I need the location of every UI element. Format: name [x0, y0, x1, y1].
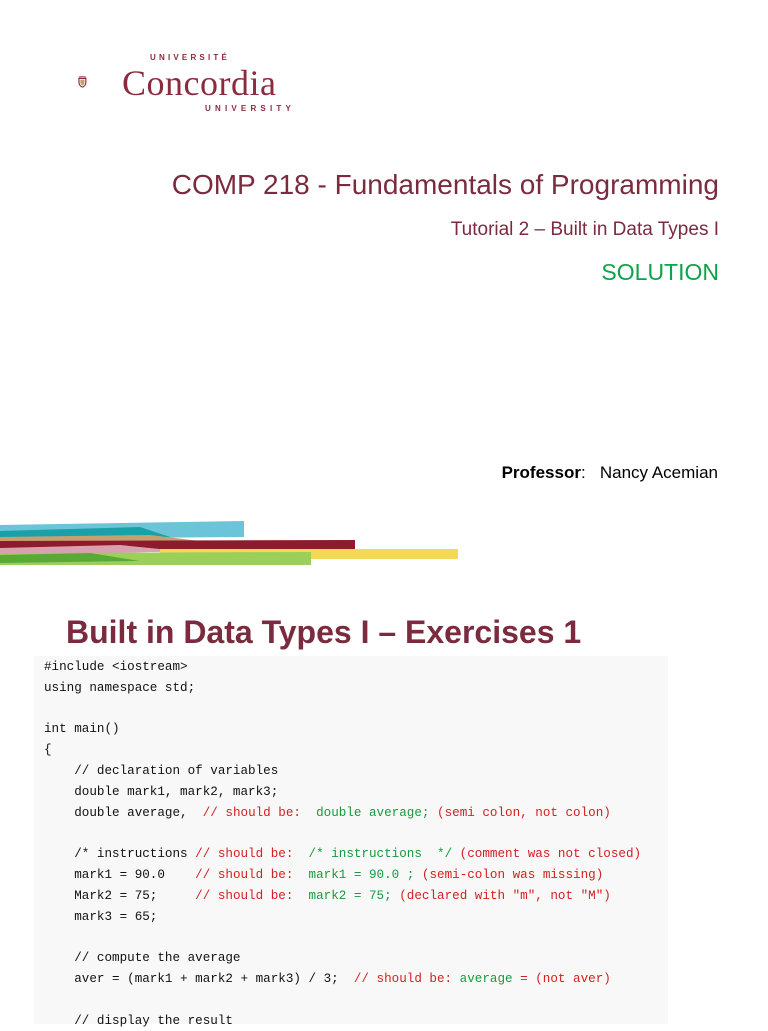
- code-line: mark3 = 65;: [44, 909, 158, 924]
- logo-wordmark: Concordia: [122, 63, 277, 103]
- code-text: aver = (mark1 + mark2 + mark3) / 3;: [44, 971, 354, 986]
- code-line: int main(): [44, 722, 120, 737]
- code-line: [44, 927, 641, 948]
- code-line: [44, 699, 641, 720]
- correction-note: (comment was not closed): [452, 847, 642, 862]
- code-line: [44, 844, 641, 865]
- decorative-color-band: [0, 515, 470, 575]
- professor-line: [502, 463, 718, 483]
- concordia-shield-icon: [78, 52, 124, 114]
- code-line: // display the result: [44, 1013, 233, 1028]
- code-line: [44, 803, 641, 824]
- correction-note: (semi-colon was missing): [414, 867, 604, 882]
- solution-label: SOLUTION: [601, 259, 719, 285]
- correction-note: (semi colon, not colon): [429, 805, 611, 820]
- tutorial-subtitle: Tutorial 2 – Built in Data Types I: [450, 219, 719, 240]
- correction-note: (declared with "m", not "M"): [391, 888, 611, 903]
- professor-name: Nancy Acemian: [599, 463, 718, 482]
- logo-bottom-text: UNIVERSITY: [205, 104, 296, 113]
- correction-comment: // should be:: [195, 888, 309, 903]
- corrected-code: double average;: [316, 805, 430, 820]
- corrected-code: mark2 = 75;: [308, 888, 392, 903]
- code-line: [44, 823, 641, 844]
- code-line: [44, 886, 641, 907]
- corrected-code: /* instructions */: [308, 847, 453, 862]
- code-line: [44, 865, 641, 886]
- corrected-code: mark1 = 90.0 ;: [308, 867, 415, 882]
- code-line: [44, 990, 641, 1011]
- correction-comment: // should be:: [202, 805, 317, 820]
- exercise-title: Built in Data Types I – Exercises 1: [66, 614, 582, 650]
- code-text: Mark2 = 75;: [44, 888, 196, 903]
- correction-note: = (not aver): [512, 971, 611, 986]
- code-text: /* instructions: [44, 847, 196, 862]
- code-text: mark1 = 90.0: [44, 867, 196, 882]
- corrected-code: average: [459, 971, 513, 986]
- code-line: [44, 969, 641, 990]
- course-title: COMP 218 - Fundamentals of Programming: [171, 169, 719, 200]
- correction-comment: // should be:: [195, 847, 309, 862]
- professor-label: Professor: [501, 463, 581, 482]
- correction-comment: // should be:: [195, 867, 309, 882]
- code-line: double mark1, mark2, mark3;: [44, 784, 279, 799]
- logo-top-text: UNIVERSITÉ: [150, 53, 231, 62]
- code-line: using namespace std;: [44, 680, 196, 695]
- code-line: // compute the average: [44, 951, 241, 966]
- code-line: // declaration of variables: [44, 763, 279, 778]
- code-line: {: [44, 743, 52, 758]
- professor-separator: :: [580, 463, 600, 482]
- code-text: double average,: [44, 805, 203, 820]
- code-listing: [44, 657, 641, 1031]
- code-line: #include <iostream>: [44, 660, 188, 674]
- correction-comment: // should be:: [353, 971, 460, 986]
